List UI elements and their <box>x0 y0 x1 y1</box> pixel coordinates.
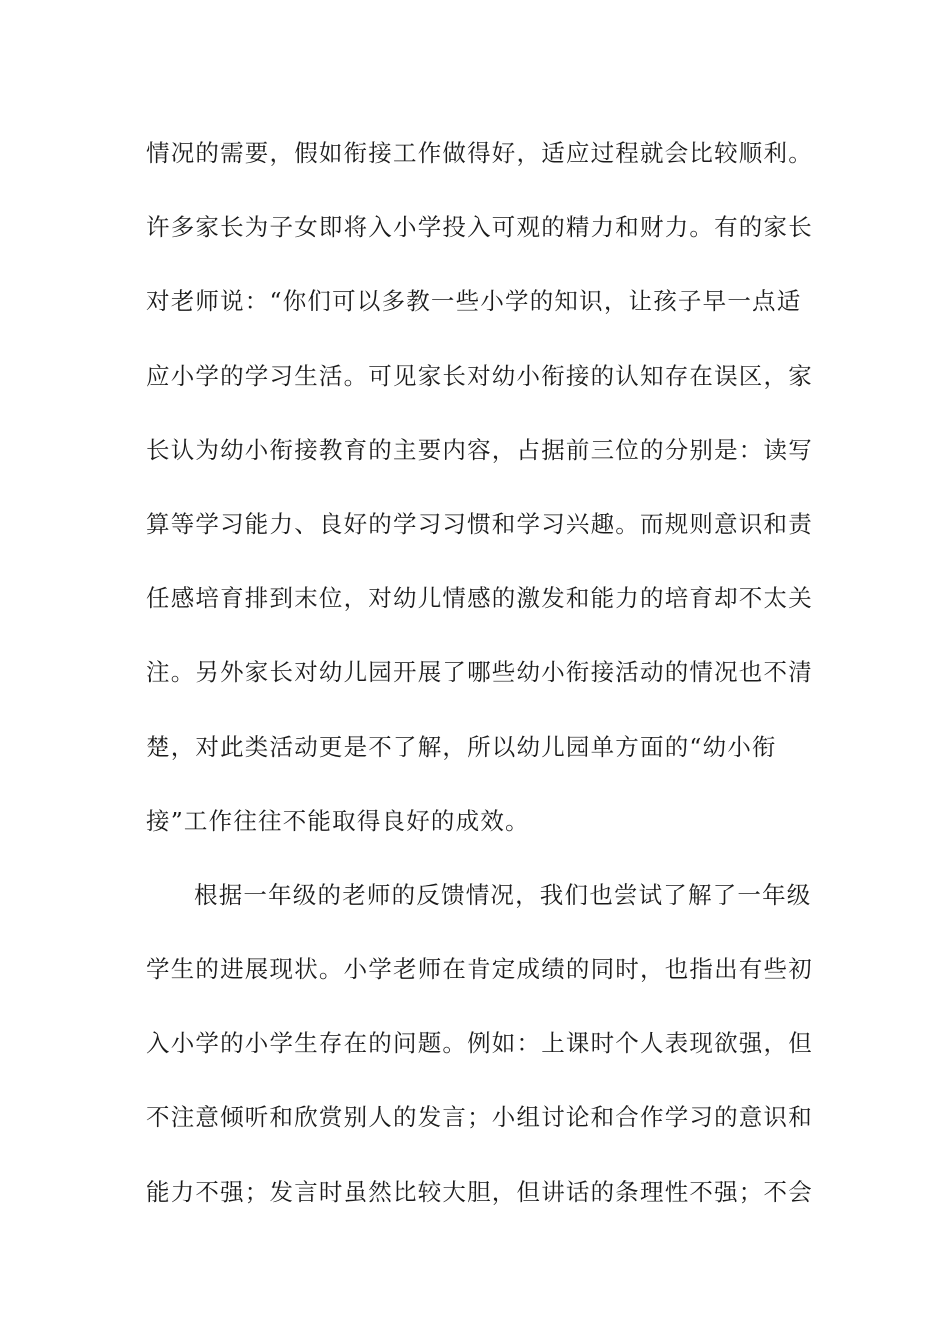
text-line: 应小学的学习生活。可见家长对幼小衔接的认知存在误区，家 <box>146 361 813 390</box>
text-line: 接”工作往往不能取得良好的成效。 <box>146 806 530 835</box>
text-line: 楚，对此类活动更是不了解，所以幼儿园单方面的“幼小衔 <box>146 732 777 761</box>
text-line: 长认为幼小衔接教育的主要内容，占据前三位的分别是：读写 <box>146 435 813 464</box>
text-line: 入小学的小学生存在的问题。例如：上课时个人表现欲强，但 <box>146 1029 813 1058</box>
text-line: 注。另外家长对幼儿园开展了哪些幼小衔接活动的情况也不清 <box>146 658 813 687</box>
paragraph-start-line: 根据一年级的老师的反馈情况，我们也尝试了解了一年级 <box>194 880 812 909</box>
text-line: 算等学习能力、良好的学习习惯和学习兴趣。而规则意识和责 <box>146 509 813 538</box>
text-line: 不注意倾听和欣赏别人的发言；小组讨论和合作学习的意识和 <box>146 1103 813 1132</box>
text-line: 许多家长为子女即将入小学投入可观的精力和财力。有的家长 <box>146 213 813 242</box>
body-text <box>146 128 813 1241</box>
text-line: 对老师说：“你们可以多教一些小学的知识，让孩子早一点适 <box>146 287 802 316</box>
text-line: 任感培育排到末位，对幼儿情感的激发和能力的培育却不太关 <box>146 584 813 613</box>
text-line: 情况的需要，假如衔接工作做得好，适应过程就会比较顺利。 <box>146 139 813 167</box>
text-line: 学生的进展现状。小学老师在肯定成绩的同时，也指出有些初 <box>146 955 813 984</box>
text-line: 能力不强；发言时虽然比较大胆，但讲话的条理性不强；不会 <box>146 1177 813 1206</box>
